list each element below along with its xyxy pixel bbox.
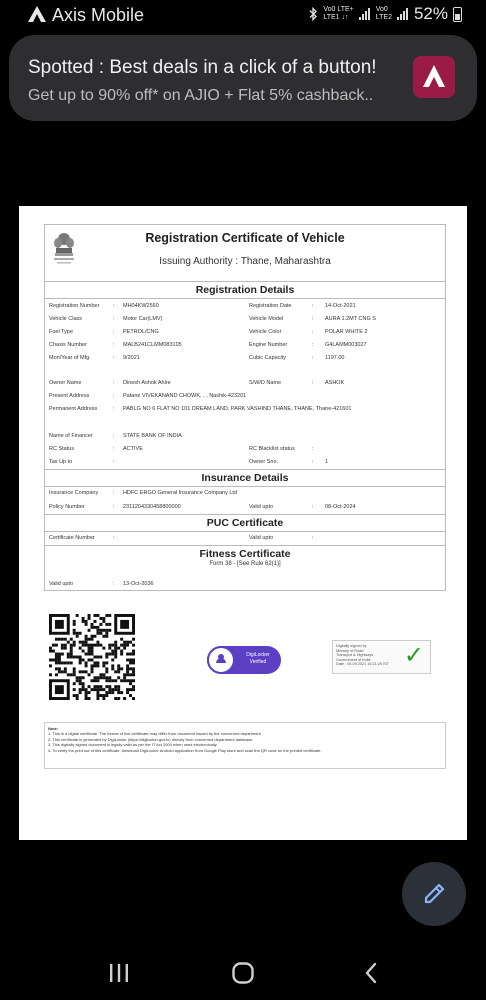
- note-item: 1. This is a digital certificate. The format of this certificate may differ from document issued by the concerned department.: [48, 731, 262, 737]
- notification-title: Spotted : Best deals in a click of a button!: [28, 57, 377, 78]
- owner-row: Owner Name : Dinesh Ashok Ahire S/W/D Name : ASHOK: [49, 380, 345, 386]
- digilocker-verified-badge: [207, 646, 281, 674]
- status-app-name: Axis Mobile: [52, 5, 145, 25]
- insurance-details-heading: Insurance Details: [45, 469, 445, 487]
- navigation-bar: [0, 946, 486, 1000]
- digilocker-badge-text: DigiLocker Verified: [246, 652, 270, 665]
- detail-row: Registration Number : MH04KW2560 Registration Date : 14-Oct-2021: [49, 303, 356, 309]
- registration-certificate: [44, 224, 446, 591]
- status-indicators: [308, 4, 462, 24]
- battery-percent: 52%: [413, 4, 448, 23]
- notification-body: Get up to 90% off* on AJIO + Flat 5% cashback..: [28, 87, 374, 104]
- issuing-authority: Issuing Authority : Thane, Maharashtra: [159, 256, 331, 267]
- note-item: 4. To verify the print out of this certificate, download DigiLocker Android application from Google Play store and scan the QR code on the printed certificate.: [48, 747, 322, 753]
- sim1-network: Vo0 LTE+ LTE1 ↓↑: [323, 6, 354, 21]
- note-item: 2. This certificate is generated by DigiLocker (https://digilocker.gov.in) directly from concerned department database.: [48, 736, 254, 742]
- registration-details-heading: Registration Details: [45, 281, 445, 299]
- notes-heading: Note:: [48, 726, 59, 731]
- rc-status-row: RC Status : ACTIVE RC Blacklist status :: [49, 446, 314, 452]
- digital-signature: [332, 640, 431, 674]
- fitness-form-note: Form 38 - [See Rule 62(1)]: [209, 561, 281, 567]
- detail-row: Chasis Number : MALB241CLMM083105 Engine Number : G4LAMM003027: [49, 342, 367, 348]
- fitness-certificate-heading: Fitness Certificate: [45, 545, 445, 562]
- notes-box: [44, 722, 446, 769]
- qr-code: [49, 614, 135, 700]
- battery-icon: [453, 7, 462, 22]
- signature-text: Digitally signed by Ministry of Road Transport & Highways Government of India Date : 05.09.2021 16:21:25 IST: [336, 644, 389, 667]
- detail-row: Fuel Type : PETROL/CNG Vehicle Color : POLAR WHITE 2: [49, 329, 368, 335]
- puc-row: Certificate Number : Valid upto :: [49, 535, 314, 541]
- signal-icon: [359, 8, 371, 20]
- pencil-icon: [402, 862, 466, 926]
- note-item: 3. This digitally signed document is legally valid as per the IT Act 2000 when used electronically.: [48, 742, 218, 748]
- digilocker-icon: [207, 646, 235, 674]
- detail-row: Vehicle Class : Motor Car(LMV) Vehicle Model : AURA 1.2MT CNG S: [49, 316, 376, 322]
- insurance-company-row: Insurance Company : HDFC ERGO General Insurance Company Ltd: [49, 490, 238, 496]
- back-icon: [352, 956, 392, 990]
- verified-check-icon: ✓: [403, 642, 424, 669]
- fitness-valid-row: Valid upto : 13-Oct-2036: [49, 581, 154, 587]
- axis-logo-icon: [28, 6, 46, 22]
- financer-row: Name of Financer : STATE BANK OF INDIA: [49, 433, 182, 439]
- signal-icon: [397, 8, 409, 20]
- puc-certificate-heading: PUC Certificate: [45, 514, 445, 532]
- tax-row: Tax Up to : Owner Sno. : 1: [49, 459, 329, 465]
- home-button[interactable]: [223, 956, 263, 990]
- back-button[interactable]: [352, 956, 392, 990]
- document-page[interactable]: [19, 206, 467, 840]
- edit-fab-button[interactable]: [402, 862, 466, 926]
- recent-apps-button[interactable]: [99, 956, 139, 990]
- policy-row: Policy Number : 2311204330458800000 Valid upto : 08-Oct-2024: [49, 504, 356, 510]
- permanent-address-row: Permanent Address : PABLG NO 6 FLAT NO 101 DREAM LAND, PARK VASHIND THANE, THANE, Thane-421601: [49, 406, 352, 412]
- promo-notification[interactable]: [9, 35, 477, 121]
- present-address-row: Present Address : Patane VIVEKANAND CHOWK, , , Nashik-423201: [49, 393, 247, 399]
- certificate-title: Registration Certificate of Vehicle: [145, 231, 345, 245]
- home-icon: [223, 956, 263, 990]
- axis-bank-logo-icon: [413, 56, 455, 98]
- detail-row: Mon/Year of Mfg. : 9/2021 Cubic Capacity : 1197.00: [49, 355, 345, 361]
- bluetooth-icon: [308, 7, 318, 21]
- status-bar: [0, 0, 486, 30]
- sim2-network: Vo0 LTE2: [375, 6, 392, 21]
- recent-apps-icon: [99, 956, 139, 990]
